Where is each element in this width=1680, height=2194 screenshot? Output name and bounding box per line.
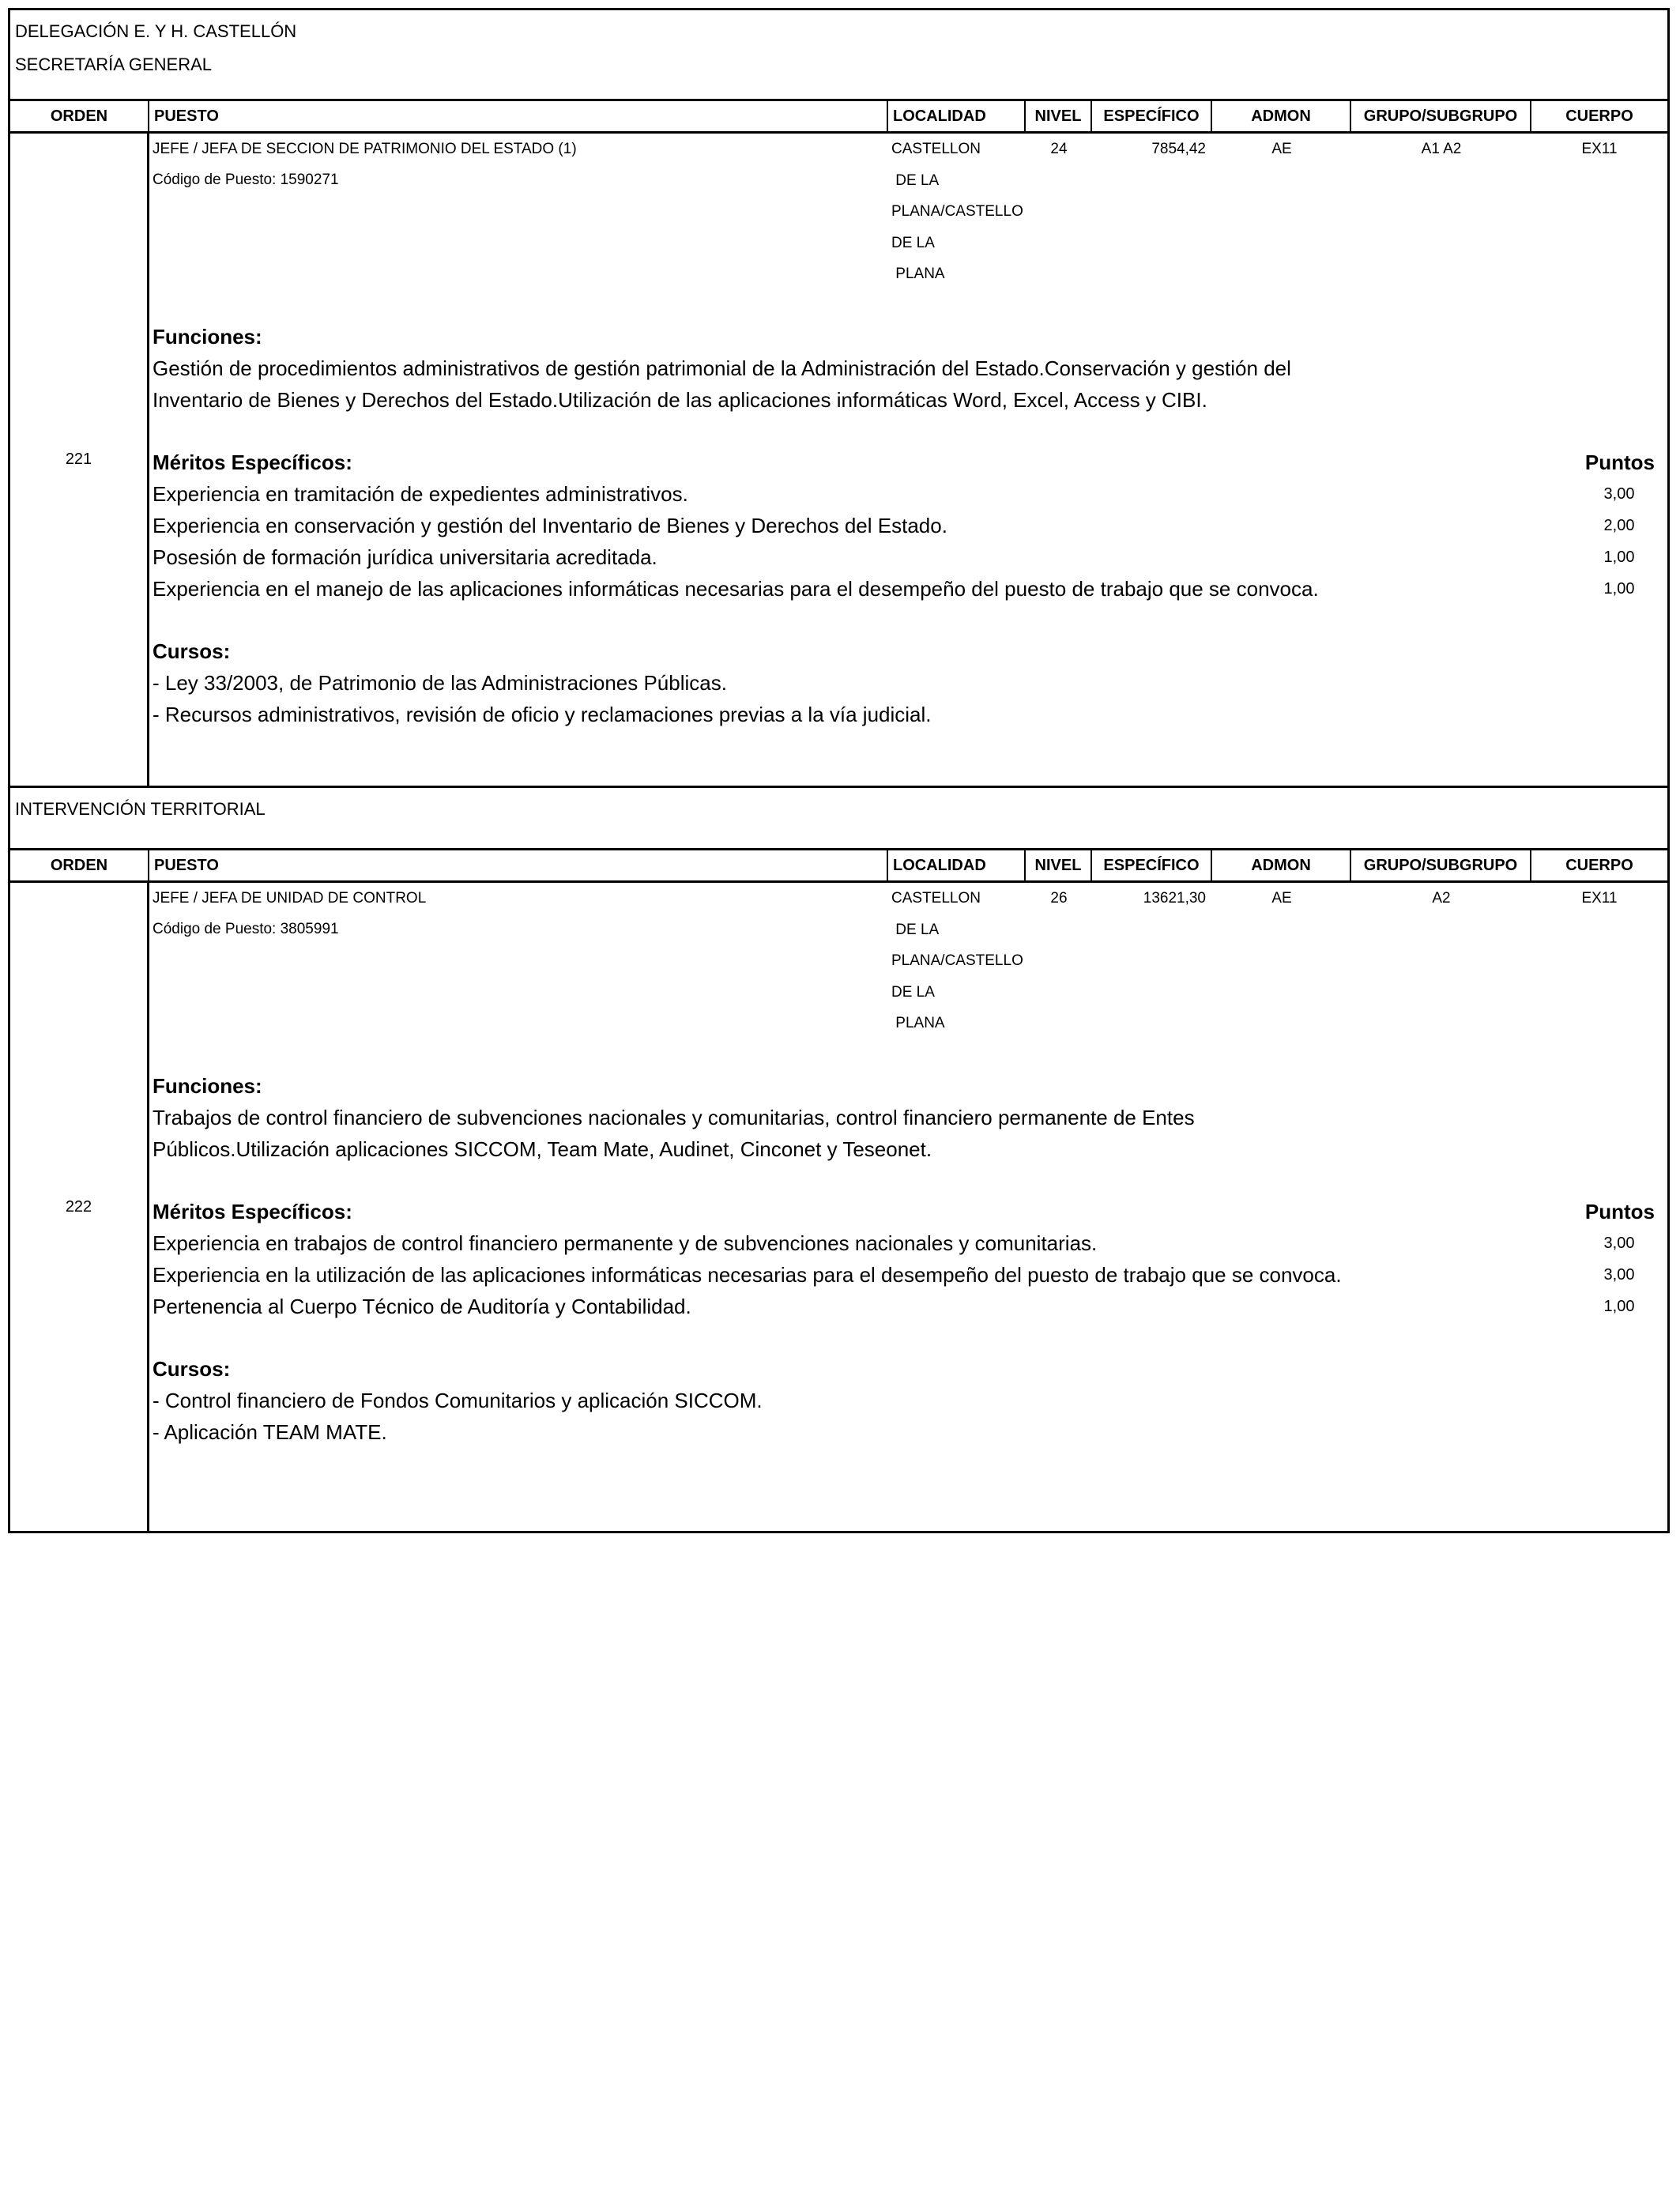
section-title-line: DELEGACIÓN E. Y H. CASTELLÓN [15,21,297,41]
section-castellon [8,8,1670,786]
puesto-cell [149,134,888,290]
localidad-line: CASTELLON [891,141,981,157]
merito-puntos: 2,00 [1603,516,1635,534]
merito-item [153,1227,1667,1259]
merito-item [153,541,1667,573]
cuerpo-value: EX11 [1581,890,1618,907]
merito-puntos: 3,00 [1603,1234,1635,1252]
admon-value: AE [1271,890,1292,907]
cursos-heading: Cursos: [153,639,231,663]
section-title-line: SECRETARÍA GENERAL [15,55,212,74]
merito-text: Pertenencia al Cuerpo Técnico de Auditoría y Contabilidad. [153,1294,691,1318]
puesto-codigo: Código de Puesto: 3805991 [153,921,339,937]
curso-item: - Aplicación TEAM MATE. [153,1419,387,1444]
entry-summary [149,883,1667,1039]
meritos-block [149,447,1667,605]
funciones-text: Trabajos de control financiero de subvenciones nacionales y comunitarias, control financiero permanente de Entes [153,1105,1195,1129]
localidad-cell [888,883,1026,1039]
localidad-line: PLANA/CASTELLO [891,952,1023,969]
localidad-cell [888,134,1026,290]
merito-item [153,1259,1667,1291]
puntos-heading: Puntos [1584,450,1655,474]
merito-text: Experiencia en trabajos de control financiero permanente y de subvenciones nacionales y comunitarias. [153,1231,1098,1255]
localidad-line: DE LA [891,983,935,1001]
localidad-line: PLANA/CASTELLO [891,203,1023,220]
localidad-line: PLANA [891,1015,945,1031]
puesto-name: JEFE / JEFA DE SECCION DE PATRIMONIO DEL ESTADO (1) [153,141,577,157]
col-localidad: LOCALIDAD [888,101,1026,131]
especifico-value: 13621,30 [1143,890,1206,907]
meritos-heading: Méritos Específicos: [153,450,352,474]
merito-puntos: 1,00 [1603,548,1635,566]
localidad-line: CASTELLON [891,890,981,907]
orden-value: 222 [10,883,149,1531]
curso-item: - Ley 33/2003, de Patrimonio de las Administraciones Públicas. [153,670,727,695]
col-cuerpo: CUERPO [1565,857,1633,874]
merito-puntos: 1,00 [1603,579,1635,598]
funciones-text: Inventario de Bienes y Derechos del Estado.Utilización de las aplicaciones informáticas Word, Excel, Access y CIBI. [153,387,1207,412]
grupo-value: A2 [1432,890,1451,907]
puesto-cell [149,883,888,1039]
merito-text: Experiencia en el manejo de las aplicaciones informáticas necesarias para el desempeño del puesto de trabajo que se convoca. [153,576,1319,601]
merito-item [153,1291,1667,1322]
table-header [10,850,1667,883]
cursos-heading: Cursos: [153,1356,231,1381]
section-intervencion [8,786,1670,1533]
merito-text: Posesión de formación jurídica universitaria acreditada. [153,545,657,569]
col-orden: ORDEN [10,850,149,880]
col-localidad: LOCALIDAD [888,850,1026,880]
col-nivel: NIVEL [1026,101,1092,131]
nivel-value: 26 [1050,890,1068,907]
col-nivel: NIVEL [1026,850,1092,880]
col-puesto: PUESTO [149,101,888,131]
cursos-block [149,1353,1667,1448]
entry-content [149,883,1667,1531]
col-admon: ADMON [1212,850,1351,880]
col-cuerpo: CUERPO [1565,107,1633,125]
col-grupo: GRUPO/SUBGRUPO [1351,850,1531,880]
merito-puntos: 3,00 [1603,1265,1635,1284]
localidad-line: DE LA [891,172,940,189]
col-puesto: PUESTO [149,850,888,880]
puntos-heading: Puntos [1584,1199,1655,1223]
cuerpo-value: EX11 [1581,141,1618,157]
merito-item [153,573,1667,605]
puesto-codigo: Código de Puesto: 1590271 [153,172,339,188]
merito-item [153,478,1667,510]
col-admon: ADMON [1212,101,1351,131]
funciones-text: Gestión de procedimientos administrativos de gestión patrimonial de la Administración del Estado.Conservación y gestión del [153,356,1291,380]
orden-value: 221 [10,134,149,786]
localidad-line: DE LA [891,921,940,938]
table-row [10,883,1667,1531]
merito-text: Experiencia en tramitación de expedientes administrativos. [153,481,688,506]
meritos-block [149,1196,1667,1322]
curso-item: - Control financiero de Fondos Comunitarios y aplicación SICCOM. [153,1388,763,1412]
cursos-block [149,635,1667,730]
meritos-heading: Méritos Específicos: [153,1199,352,1223]
admon-value: AE [1271,141,1292,157]
col-especifico: ESPECÍFICO [1092,101,1212,131]
merito-item [153,510,1667,541]
merito-text: Experiencia en la utilización de las aplicaciones informáticas necesarias para el desempeño del puesto de trabajo que se convoca. [153,1262,1342,1287]
localidad-line: DE LA [891,234,935,251]
col-orden: ORDEN [10,101,149,131]
merito-text: Experiencia en conservación y gestión del Inventario de Bienes y Derechos del Estado. [153,513,947,537]
funciones-heading: Funciones: [153,1073,262,1098]
nivel-value: 24 [1050,141,1068,157]
merito-puntos: 1,00 [1603,1297,1635,1315]
table-header [10,101,1667,134]
funciones-text: Públicos.Utilización aplicaciones SICCOM, Team Mate, Audinet, Cinconet y Teseonet. [153,1137,932,1161]
document-page [8,8,1670,1533]
col-grupo: GRUPO/SUBGRUPO [1351,101,1531,131]
merito-puntos: 3,00 [1603,484,1635,503]
section-title [10,10,1667,101]
entry-summary [149,134,1667,290]
grupo-value: A1 A2 [1421,141,1462,157]
funciones-block [149,1070,1667,1165]
funciones-heading: Funciones: [153,324,262,349]
entry-content [149,134,1667,786]
localidad-line: PLANA [891,266,945,282]
puesto-name: JEFE / JEFA DE UNIDAD DE CONTROL [153,890,427,907]
curso-item: - Recursos administrativos, revisión de oficio y reclamaciones previas a la vía judicial. [153,702,932,726]
section-title [10,788,1667,850]
section-title-line: INTERVENCIÓN TERRITORIAL [15,799,266,819]
especifico-value: 7854,42 [1151,141,1206,157]
col-especifico: ESPECÍFICO [1092,850,1212,880]
funciones-block [149,321,1667,416]
table-row [10,134,1667,786]
